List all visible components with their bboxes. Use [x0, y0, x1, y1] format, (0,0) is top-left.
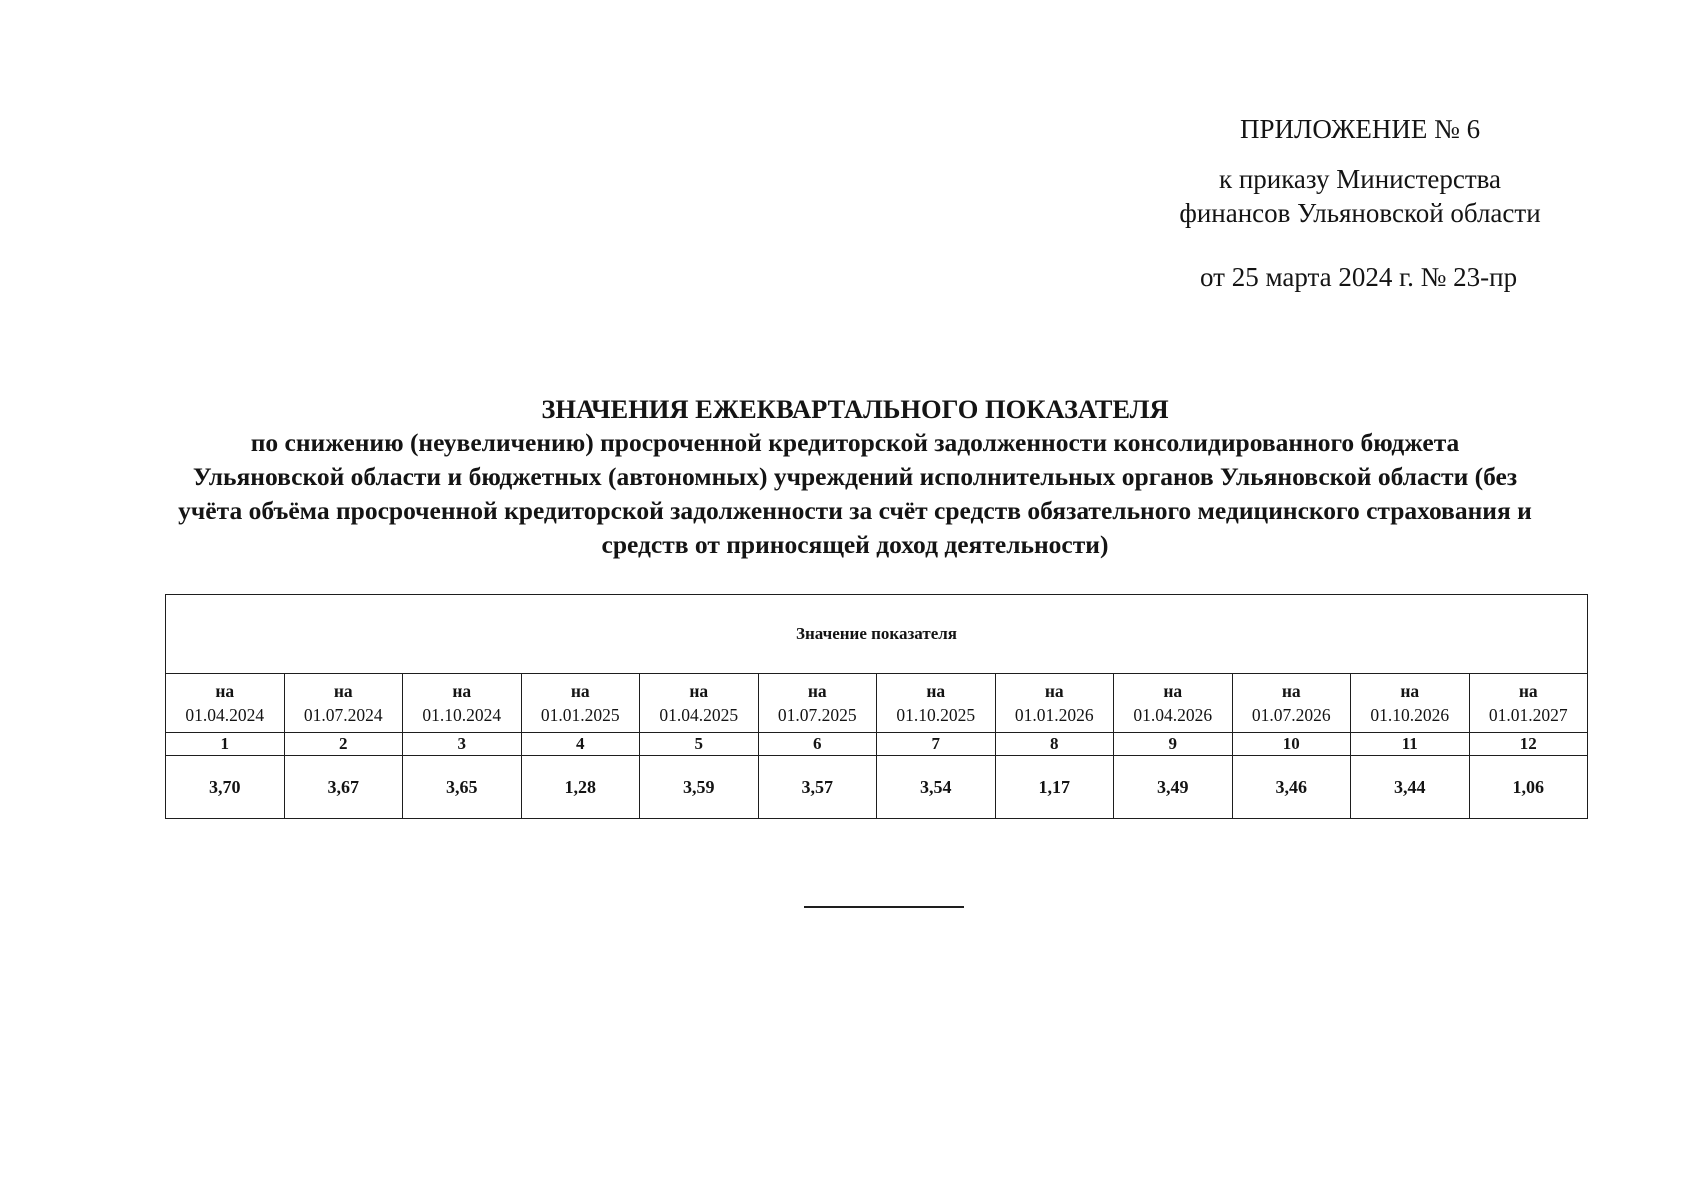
column-number-cell: 9 [1114, 733, 1233, 756]
column-number-cell: 6 [758, 733, 877, 756]
date-header-cell [1351, 674, 1470, 733]
date-prefix: на [215, 681, 235, 701]
value-cell: 3,54 [877, 756, 996, 819]
appendix-date: от 25 марта 2024 г. № 23-пр [1200, 262, 1518, 292]
date-label: 01.10.2025 [896, 705, 976, 725]
value-cell: 3,44 [1351, 756, 1470, 819]
document-heading [160, 392, 1550, 562]
end-divider [804, 906, 964, 908]
date-header-cell [640, 674, 759, 733]
column-number-row [166, 733, 1588, 756]
column-number-cell: 4 [521, 733, 640, 756]
appendix-reference-line-1: к приказу Министерства [1218, 164, 1502, 194]
heading-title: ЗНАЧЕНИЯ ЕЖЕКВАРТАЛЬНОГО ПОКАЗАТЕЛЯ [541, 394, 1169, 424]
value-row [166, 756, 1588, 819]
value-cell: 1,28 [521, 756, 640, 819]
appendix-title: ПРИЛОЖЕНИЕ № 6 [1240, 114, 1481, 144]
date-prefix: на [1163, 681, 1183, 701]
date-header-cell [521, 674, 640, 733]
date-prefix: на [1281, 681, 1301, 701]
value-cell: 3,49 [1114, 756, 1233, 819]
value-cell: 3,59 [640, 756, 759, 819]
date-label: 01.07.2025 [777, 705, 857, 725]
date-label: 01.10.2024 [422, 705, 502, 725]
date-header-cell [758, 674, 877, 733]
column-number-cell: 12 [1469, 733, 1588, 756]
indicator-table [165, 594, 1588, 819]
date-label: 01.04.2026 [1133, 705, 1213, 725]
date-header-row [166, 674, 1588, 733]
date-prefix: на [689, 681, 709, 701]
date-label: 01.04.2024 [185, 705, 265, 725]
date-prefix: на [570, 681, 590, 701]
date-label: 01.07.2026 [1251, 705, 1331, 725]
date-header-cell [995, 674, 1114, 733]
appendix-reference-line-2: финансов Ульяновской области [1179, 198, 1541, 228]
date-header-cell [403, 674, 522, 733]
date-header-cell [1469, 674, 1588, 733]
date-header-cell [1232, 674, 1351, 733]
column-number-cell: 7 [877, 733, 996, 756]
column-number-cell: 3 [403, 733, 522, 756]
value-cell: 3,57 [758, 756, 877, 819]
value-cell: 1,06 [1469, 756, 1588, 819]
date-label: 01.07.2024 [303, 705, 383, 725]
date-label: 01.01.2025 [540, 705, 620, 725]
value-cell: 3,67 [284, 756, 403, 819]
value-cell: 1,17 [995, 756, 1114, 819]
date-prefix: на [333, 681, 353, 701]
date-prefix: на [452, 681, 472, 701]
date-label: 01.10.2026 [1370, 705, 1450, 725]
column-number-cell: 11 [1351, 733, 1470, 756]
date-header-cell [166, 674, 285, 733]
value-cell: 3,46 [1232, 756, 1351, 819]
date-header-cell [877, 674, 996, 733]
date-prefix: на [926, 681, 946, 701]
table-header: Значение показателя [166, 595, 1588, 674]
date-prefix: на [1044, 681, 1064, 701]
date-prefix: на [807, 681, 827, 701]
column-number-cell: 10 [1232, 733, 1351, 756]
appendix-reference [1150, 162, 1570, 230]
value-cell: 3,65 [403, 756, 522, 819]
date-label: 01.01.2027 [1488, 705, 1568, 725]
value-cell: 3,70 [166, 756, 285, 819]
column-number-cell: 1 [166, 733, 285, 756]
date-header-cell [1114, 674, 1233, 733]
date-prefix: на [1400, 681, 1420, 701]
column-number-cell: 5 [640, 733, 759, 756]
heading-subtitle: по снижению (неувеличению) просроченной кредиторской задолженности консолидированного бюджета Ульяновской области и бюджетных (автономных) учреждений исполнительных органов Ульяновской области (без учёта объёма просроченной кредиторской задолженности за счёт средств обязательного медицинского страхования и средств от приносящей доход деятельности) [178, 428, 1532, 559]
date-label: 01.01.2026 [1014, 705, 1094, 725]
date-header-cell [284, 674, 403, 733]
column-number-cell: 8 [995, 733, 1114, 756]
date-label: 01.04.2025 [659, 705, 739, 725]
date-prefix: на [1518, 681, 1538, 701]
column-number-cell: 2 [284, 733, 403, 756]
